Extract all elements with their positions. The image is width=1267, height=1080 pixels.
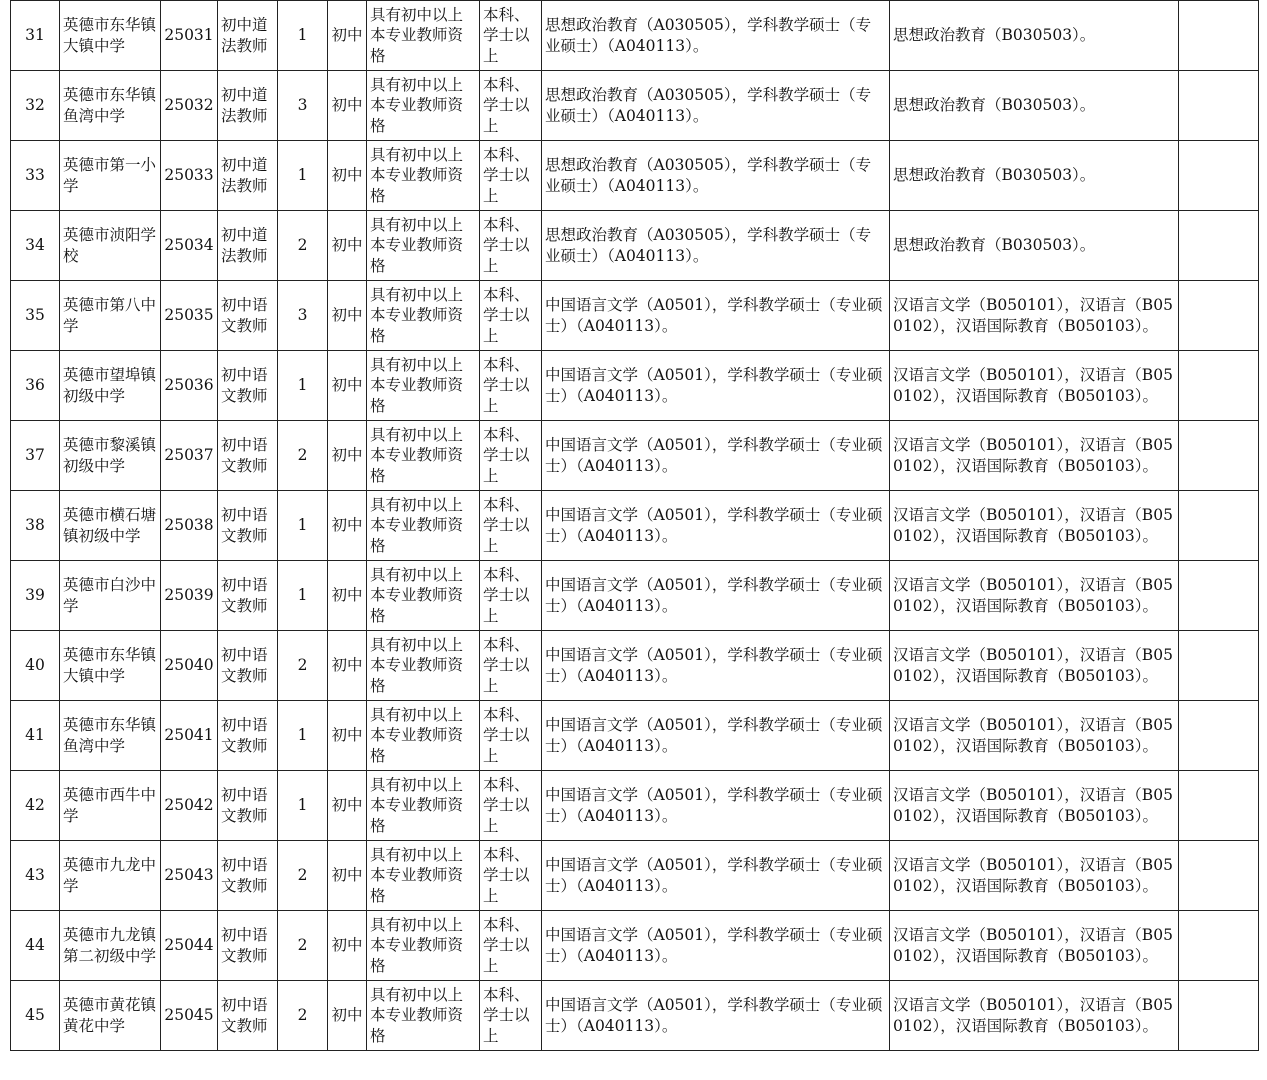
cell-serial-number: 35	[11, 281, 60, 351]
cell-serial-number: 38	[11, 491, 60, 561]
cell-education-degree: 本科、学士以上	[480, 631, 542, 701]
cell-education-degree: 本科、学士以上	[480, 841, 542, 911]
cell-post-name: 初中道法教师	[218, 141, 278, 211]
cell-school-level: 初中	[328, 71, 367, 141]
cell-hiring-count: 3	[278, 281, 328, 351]
cell-undergraduate-major: 汉语言文学（B050101），汉语言（B050102），汉语国际教育（B050103）。	[890, 561, 1179, 631]
cell-school-level: 初中	[328, 841, 367, 911]
cell-graduate-major: 中国语言文学（A0501），学科教学硕士（专业硕士）（A040113）。	[542, 631, 890, 701]
cell-undergraduate-major: 思想政治教育（B030503）。	[890, 71, 1179, 141]
cell-school-level: 初中	[328, 211, 367, 281]
cell-graduate-major: 中国语言文学（A0501），学科教学硕士（专业硕士）（A040113）。	[542, 981, 890, 1051]
cell-post-code: 25034	[161, 211, 218, 281]
cell-post-code: 25033	[161, 141, 218, 211]
cell-school-level: 初中	[328, 491, 367, 561]
table-row	[11, 1, 1259, 71]
cell-undergraduate-major: 思想政治教育（B030503）。	[890, 141, 1179, 211]
cell-remarks	[1179, 561, 1259, 631]
cell-undergraduate-major: 思想政治教育（B030503）。	[890, 1, 1179, 71]
table-row	[11, 211, 1259, 281]
cell-undergraduate-major: 汉语言文学（B050101），汉语言（B050102），汉语国际教育（B050103）。	[890, 421, 1179, 491]
table-row	[11, 351, 1259, 421]
cell-school-level: 初中	[328, 561, 367, 631]
cell-hiring-count: 2	[278, 631, 328, 701]
cell-graduate-major: 思想政治教育（A030505），学科教学硕士（专业硕士）（A040113）。	[542, 141, 890, 211]
cell-hiring-count: 1	[278, 351, 328, 421]
cell-remarks	[1179, 141, 1259, 211]
cell-remarks	[1179, 351, 1259, 421]
cell-education-degree: 本科、学士以上	[480, 701, 542, 771]
cell-remarks	[1179, 631, 1259, 701]
cell-teacher-qualification: 具有初中以上本专业教师资格	[367, 421, 480, 491]
table-row	[11, 841, 1259, 911]
cell-undergraduate-major: 汉语言文学（B050101），汉语言（B050102），汉语国际教育（B050103）。	[890, 911, 1179, 981]
cell-education-degree: 本科、学士以上	[480, 491, 542, 561]
cell-remarks	[1179, 981, 1259, 1051]
cell-remarks	[1179, 211, 1259, 281]
cell-post-code: 25039	[161, 561, 218, 631]
cell-remarks	[1179, 491, 1259, 561]
table-row	[11, 911, 1259, 981]
cell-school-level: 初中	[328, 281, 367, 351]
cell-remarks	[1179, 421, 1259, 491]
cell-employer-unit: 英德市横石塘镇初级中学	[60, 491, 161, 561]
cell-school-level: 初中	[328, 701, 367, 771]
cell-hiring-count: 2	[278, 911, 328, 981]
cell-graduate-major: 中国语言文学（A0501），学科教学硕士（专业硕士）（A040113）。	[542, 351, 890, 421]
cell-graduate-major: 中国语言文学（A0501），学科教学硕士（专业硕士）（A040113）。	[542, 841, 890, 911]
cell-undergraduate-major: 思想政治教育（B030503）。	[890, 211, 1179, 281]
cell-post-name: 初中语文教师	[218, 561, 278, 631]
cell-hiring-count: 2	[278, 211, 328, 281]
cell-employer-unit: 英德市第八中学	[60, 281, 161, 351]
cell-post-name: 初中语文教师	[218, 491, 278, 561]
cell-undergraduate-major: 汉语言文学（B050101），汉语言（B050102），汉语国际教育（B050103）。	[890, 701, 1179, 771]
cell-employer-unit: 英德市黄花镇黄花中学	[60, 981, 161, 1051]
cell-post-code: 25040	[161, 631, 218, 701]
cell-hiring-count: 2	[278, 841, 328, 911]
table-row	[11, 981, 1259, 1051]
cell-employer-unit: 英德市东华镇鱼湾中学	[60, 71, 161, 141]
cell-serial-number: 31	[11, 1, 60, 71]
cell-graduate-major: 中国语言文学（A0501），学科教学硕士（专业硕士）（A040113）。	[542, 421, 890, 491]
cell-employer-unit: 英德市东华镇大镇中学	[60, 631, 161, 701]
cell-hiring-count: 1	[278, 491, 328, 561]
cell-post-name: 初中语文教师	[218, 841, 278, 911]
cell-teacher-qualification: 具有初中以上本专业教师资格	[367, 211, 480, 281]
cell-hiring-count: 2	[278, 981, 328, 1051]
cell-undergraduate-major: 汉语言文学（B050101），汉语言（B050102），汉语国际教育（B050103）。	[890, 771, 1179, 841]
cell-education-degree: 本科、学士以上	[480, 981, 542, 1051]
cell-school-level: 初中	[328, 141, 367, 211]
cell-school-level: 初中	[328, 771, 367, 841]
cell-graduate-major: 中国语言文学（A0501），学科教学硕士（专业硕士）（A040113）。	[542, 561, 890, 631]
cell-graduate-major: 中国语言文学（A0501），学科教学硕士（专业硕士）（A040113）。	[542, 771, 890, 841]
cell-remarks	[1179, 911, 1259, 981]
cell-teacher-qualification: 具有初中以上本专业教师资格	[367, 981, 480, 1051]
cell-serial-number: 36	[11, 351, 60, 421]
table-row	[11, 141, 1259, 211]
cell-hiring-count: 1	[278, 141, 328, 211]
cell-hiring-count: 1	[278, 1, 328, 71]
cell-school-level: 初中	[328, 911, 367, 981]
cell-post-name: 初中语文教师	[218, 911, 278, 981]
cell-education-degree: 本科、学士以上	[480, 561, 542, 631]
cell-remarks	[1179, 71, 1259, 141]
cell-hiring-count: 2	[278, 421, 328, 491]
cell-education-degree: 本科、学士以上	[480, 421, 542, 491]
cell-undergraduate-major: 汉语言文学（B050101），汉语言（B050102），汉语国际教育（B050103）。	[890, 281, 1179, 351]
cell-employer-unit: 英德市黎溪镇初级中学	[60, 421, 161, 491]
cell-education-degree: 本科、学士以上	[480, 1, 542, 71]
table-row	[11, 421, 1259, 491]
cell-undergraduate-major: 汉语言文学（B050101），汉语言（B050102），汉语国际教育（B050103）。	[890, 841, 1179, 911]
cell-education-degree: 本科、学士以上	[480, 771, 542, 841]
cell-post-name: 初中语文教师	[218, 981, 278, 1051]
cell-post-code: 25037	[161, 421, 218, 491]
table-row	[11, 631, 1259, 701]
cell-teacher-qualification: 具有初中以上本专业教师资格	[367, 701, 480, 771]
cell-post-name: 初中语文教师	[218, 631, 278, 701]
cell-teacher-qualification: 具有初中以上本专业教师资格	[367, 771, 480, 841]
cell-post-name: 初中语文教师	[218, 771, 278, 841]
cell-employer-unit: 英德市浈阳学校	[60, 211, 161, 281]
cell-post-name: 初中道法教师	[218, 71, 278, 141]
cell-undergraduate-major: 汉语言文学（B050101），汉语言（B050102），汉语国际教育（B050103）。	[890, 981, 1179, 1051]
cell-serial-number: 39	[11, 561, 60, 631]
cell-serial-number: 32	[11, 71, 60, 141]
cell-post-code: 25036	[161, 351, 218, 421]
cell-teacher-qualification: 具有初中以上本专业教师资格	[367, 71, 480, 141]
cell-serial-number: 33	[11, 141, 60, 211]
cell-school-level: 初中	[328, 1, 367, 71]
table-row	[11, 561, 1259, 631]
table-row	[11, 281, 1259, 351]
cell-teacher-qualification: 具有初中以上本专业教师资格	[367, 561, 480, 631]
cell-post-code: 25035	[161, 281, 218, 351]
cell-teacher-qualification: 具有初中以上本专业教师资格	[367, 141, 480, 211]
cell-post-code: 25044	[161, 911, 218, 981]
cell-serial-number: 44	[11, 911, 60, 981]
cell-post-name: 初中语文教师	[218, 421, 278, 491]
cell-post-code: 25032	[161, 71, 218, 141]
cell-remarks	[1179, 841, 1259, 911]
cell-education-degree: 本科、学士以上	[480, 211, 542, 281]
cell-graduate-major: 中国语言文学（A0501），学科教学硕士（专业硕士）（A040113）。	[542, 701, 890, 771]
cell-teacher-qualification: 具有初中以上本专业教师资格	[367, 281, 480, 351]
cell-graduate-major: 思想政治教育（A030505），学科教学硕士（专业硕士）（A040113）。	[542, 211, 890, 281]
table-row	[11, 701, 1259, 771]
cell-post-name: 初中道法教师	[218, 1, 278, 71]
cell-remarks	[1179, 701, 1259, 771]
table-row	[11, 771, 1259, 841]
cell-graduate-major: 中国语言文学（A0501），学科教学硕士（专业硕士）（A040113）。	[542, 281, 890, 351]
cell-graduate-major: 思想政治教育（A030505），学科教学硕士（专业硕士）（A040113）。	[542, 1, 890, 71]
cell-post-code: 25041	[161, 701, 218, 771]
cell-school-level: 初中	[328, 631, 367, 701]
cell-post-name: 初中语文教师	[218, 351, 278, 421]
cell-remarks	[1179, 771, 1259, 841]
cell-hiring-count: 3	[278, 71, 328, 141]
cell-employer-unit: 英德市九龙中学	[60, 841, 161, 911]
cell-employer-unit: 英德市第一小学	[60, 141, 161, 211]
cell-post-code: 25043	[161, 841, 218, 911]
cell-post-name: 初中语文教师	[218, 281, 278, 351]
cell-education-degree: 本科、学士以上	[480, 281, 542, 351]
cell-post-name: 初中道法教师	[218, 211, 278, 281]
cell-serial-number: 42	[11, 771, 60, 841]
recruitment-table-sheet	[10, 0, 1258, 1051]
cell-teacher-qualification: 具有初中以上本专业教师资格	[367, 491, 480, 561]
cell-remarks	[1179, 281, 1259, 351]
cell-undergraduate-major: 汉语言文学（B050101），汉语言（B050102），汉语国际教育（B050103）。	[890, 631, 1179, 701]
cell-serial-number: 43	[11, 841, 60, 911]
cell-employer-unit: 英德市白沙中学	[60, 561, 161, 631]
cell-employer-unit: 英德市九龙镇第二初级中学	[60, 911, 161, 981]
cell-employer-unit: 英德市西牛中学	[60, 771, 161, 841]
cell-graduate-major: 中国语言文学（A0501），学科教学硕士（专业硕士）（A040113）。	[542, 911, 890, 981]
cell-employer-unit: 英德市望埠镇初级中学	[60, 351, 161, 421]
cell-school-level: 初中	[328, 981, 367, 1051]
cell-education-degree: 本科、学士以上	[480, 911, 542, 981]
cell-serial-number: 37	[11, 421, 60, 491]
cell-graduate-major: 中国语言文学（A0501），学科教学硕士（专业硕士）（A040113）。	[542, 491, 890, 561]
cell-remarks	[1179, 1, 1259, 71]
cell-school-level: 初中	[328, 421, 367, 491]
cell-undergraduate-major: 汉语言文学（B050101），汉语言（B050102），汉语国际教育（B050103）。	[890, 351, 1179, 421]
cell-teacher-qualification: 具有初中以上本专业教师资格	[367, 1, 480, 71]
cell-teacher-qualification: 具有初中以上本专业教师资格	[367, 841, 480, 911]
cell-school-level: 初中	[328, 351, 367, 421]
cell-post-name: 初中语文教师	[218, 701, 278, 771]
cell-serial-number: 45	[11, 981, 60, 1051]
cell-post-code: 25042	[161, 771, 218, 841]
cell-employer-unit: 英德市东华镇鱼湾中学	[60, 701, 161, 771]
cell-hiring-count: 1	[278, 701, 328, 771]
cell-hiring-count: 1	[278, 771, 328, 841]
cell-education-degree: 本科、学士以上	[480, 141, 542, 211]
cell-serial-number: 41	[11, 701, 60, 771]
cell-teacher-qualification: 具有初中以上本专业教师资格	[367, 631, 480, 701]
cell-teacher-qualification: 具有初中以上本专业教师资格	[367, 351, 480, 421]
table-body	[11, 1, 1259, 1051]
cell-undergraduate-major: 汉语言文学（B050101），汉语言（B050102），汉语国际教育（B050103）。	[890, 491, 1179, 561]
cell-education-degree: 本科、学士以上	[480, 351, 542, 421]
recruitment-table	[10, 0, 1259, 1051]
cell-serial-number: 40	[11, 631, 60, 701]
table-row	[11, 71, 1259, 141]
cell-post-code: 25031	[161, 1, 218, 71]
cell-post-code: 25038	[161, 491, 218, 561]
cell-teacher-qualification: 具有初中以上本专业教师资格	[367, 911, 480, 981]
cell-serial-number: 34	[11, 211, 60, 281]
cell-graduate-major: 思想政治教育（A030505），学科教学硕士（专业硕士）（A040113）。	[542, 71, 890, 141]
cell-employer-unit: 英德市东华镇大镇中学	[60, 1, 161, 71]
cell-hiring-count: 1	[278, 561, 328, 631]
cell-education-degree: 本科、学士以上	[480, 71, 542, 141]
cell-post-code: 25045	[161, 981, 218, 1051]
table-row	[11, 491, 1259, 561]
